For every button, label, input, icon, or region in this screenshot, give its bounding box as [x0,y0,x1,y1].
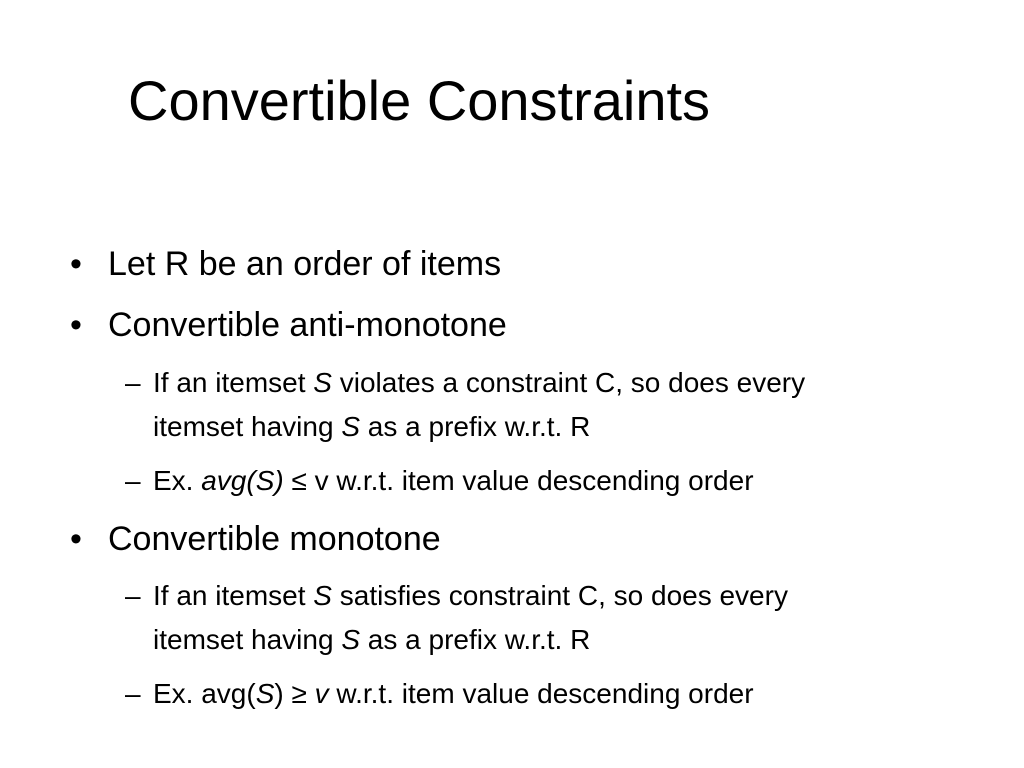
subitem-text: Ex. avg( [153,678,256,709]
variable-s: S [313,580,332,611]
variable-v: v [314,678,329,709]
subitem-monotone-example [125,677,754,711]
subitem-text: itemset having [153,624,342,655]
variable-s: S [313,367,332,398]
dash-icon: – [125,678,141,709]
subitem-text: ≤ v w.r.t. item value descending order [283,465,754,496]
dash-icon: – [125,367,141,398]
variable-s: S [341,411,361,442]
bullet-item-order [70,244,502,284]
subitem-text: itemset having [153,411,342,442]
subitem-text: Ex. [153,465,202,496]
subitem-monotone-definition-cont [153,623,590,657]
variable-s: S [341,624,361,655]
subitem-text: as a prefix w.r.t. R [360,411,591,442]
subitem-text: If an itemset [153,580,314,611]
subitem-anti-monotone-example [125,464,754,498]
subitem-anti-monotone-definition-cont [153,410,590,444]
bullet-text: Let R be an order of items [108,245,502,283]
subitem-text: w.r.t. item value descending order [328,678,754,709]
bullet-icon: • [70,306,82,344]
slide-title: Convertible Constraints [128,69,711,132]
dash-icon: – [125,580,141,611]
subitem-text: satisfies constraint C, so does every [331,580,788,611]
bullet-item-anti-monotone [70,305,507,345]
subitem-text: If an itemset [153,367,314,398]
subitem-text: violates a constraint C, so does every [331,367,806,398]
dash-icon: – [125,465,141,496]
subitem-text: ) ≥ [274,678,315,709]
subitem-anti-monotone-definition [125,366,806,400]
subitem-text: as a prefix w.r.t. R [360,624,591,655]
bullet-icon: • [70,520,82,558]
bullet-text: Convertible monotone [108,520,441,558]
bullet-icon: • [70,245,82,283]
variable-s: S [255,678,275,709]
subitem-monotone-definition [125,579,788,613]
bullet-item-monotone [70,519,441,559]
formula-avg-s: avg(S) [201,465,284,496]
bullet-text: Convertible anti-monotone [108,306,507,344]
